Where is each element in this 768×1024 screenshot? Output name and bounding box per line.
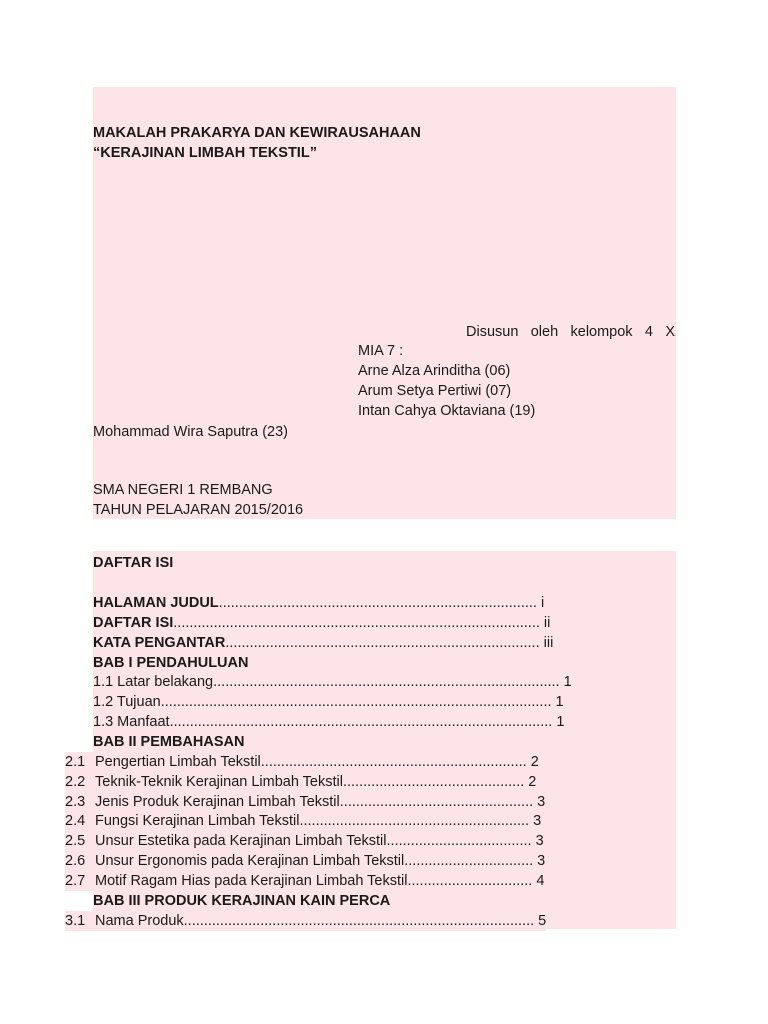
toc-entry: [65, 772, 536, 792]
toc-entry-leader: ................................: [404, 853, 534, 869]
toc-entry-page: 2: [526, 754, 539, 770]
toc-entry: [65, 752, 539, 772]
toc-entry-label: Jenis Produk Kerajinan Limbah Tekstil: [95, 794, 340, 810]
toc-entry-page: 1: [551, 694, 564, 710]
toc-entry-label: BAB II PEMBAHASAN: [93, 734, 245, 750]
toc-entry-leader: .............................................: [342, 774, 525, 790]
toc-heading: DAFTAR ISI: [93, 555, 174, 571]
toc-entry-label: BAB I PENDAHULUAN: [93, 655, 249, 671]
toc-entry: [93, 593, 544, 613]
toc-entry-leader: ..............................................................................: [225, 635, 540, 651]
cover-year: TAHUN PELAJARAN 2015/2016: [93, 502, 304, 518]
toc-entry-label: Teknik-Teknik Kerajinan Limbah Tekstil: [95, 774, 343, 790]
toc-entry: [93, 692, 564, 712]
toc-entry-number: 2.4: [65, 813, 86, 829]
toc-entry-label: Motif Ragam Hias pada Kerajinan Limbah Tekstil: [95, 873, 408, 889]
toc-entry-number: 2.1: [65, 754, 86, 770]
toc-entry-page: i: [536, 595, 545, 611]
toc-entry-leader: .........................................................: [299, 813, 530, 829]
toc-entry-page: 1: [559, 674, 572, 690]
toc-entry: [65, 792, 545, 812]
cover-by-word: Disusun: [466, 324, 519, 340]
cover-author-line: [466, 322, 675, 342]
toc-entry-page: 2: [524, 774, 537, 790]
cover-title-line2: “KERAJINAN LIMBAH TEKSTIL”: [93, 145, 317, 161]
toc-entry-page: 3: [529, 813, 542, 829]
toc-entry-page: ii: [539, 615, 551, 631]
toc-entry-leader: ...............................................................................................: [169, 714, 553, 730]
toc-entry: [93, 672, 572, 692]
toc-entry-leader: ...............................................................................: [218, 595, 537, 611]
toc-entry-page: 4: [532, 873, 545, 889]
toc-entry-number: 2.6: [65, 853, 86, 869]
toc-entry-page: 3: [533, 853, 546, 869]
cover-by-word: X: [665, 324, 675, 340]
cover-member-last: Mohammad Wira Saputra (23): [93, 424, 289, 440]
toc-entry: [93, 712, 564, 732]
toc-entry: [65, 871, 544, 891]
toc-entry-page: iii: [539, 635, 554, 651]
toc-entry-page: 5: [534, 913, 547, 929]
toc-entry-label: Unsur Ergonomis pada Kerajinan Limbah Tekstil: [95, 853, 405, 869]
toc-entry-label: Fungsi Kerajinan Limbah Tekstil: [95, 813, 300, 829]
toc-entry-label: DAFTAR ISI: [93, 615, 174, 631]
cover-by-word: oleh: [530, 324, 559, 340]
cover-class: MIA 7 :: [358, 343, 404, 359]
toc-entry: [93, 732, 244, 752]
toc-entry-number: 2.7: [65, 873, 86, 889]
toc-entry-leader: ...............................: [407, 873, 533, 889]
toc-entry-leader: ...........................................................................................: [173, 615, 540, 631]
toc-entry-label: HALAMAN JUDUL: [93, 595, 219, 611]
toc-entry-label: 1.3 Manfaat: [93, 714, 170, 730]
toc-entry-number: 2.3: [65, 794, 86, 810]
toc-entry-label: Nama Produk: [95, 913, 184, 929]
toc-entry-leader: ......................................................................................: [213, 674, 560, 690]
cover-title-line1: MAKALAH PRAKARYA DAN KEWIRAUSAHAAN: [93, 125, 421, 141]
toc-entry: [65, 911, 546, 931]
toc-entry-label: BAB III PRODUK KERAJINAN KAIN PERCA: [93, 893, 391, 909]
cover-member: Arum Setya Pertiwi (07): [358, 383, 512, 399]
cover-school: SMA NEGERI 1 REMBANG: [93, 482, 273, 498]
cover-by-word: 4: [644, 324, 653, 340]
toc-entry: [93, 891, 390, 911]
toc-entry: [65, 831, 544, 851]
toc-entry: [65, 851, 545, 871]
toc-entry-leader: ....................................: [386, 833, 532, 849]
toc-entry-number: 3.1: [65, 913, 86, 929]
toc-entry-number: 2.2: [65, 774, 86, 790]
toc-entry-label: Unsur Estetika pada Kerajinan Limbah Tekstil: [95, 833, 387, 849]
toc-entry: [65, 811, 541, 831]
toc-entry: [93, 613, 550, 633]
toc-entry: [93, 633, 553, 653]
toc-entry-page: 3: [533, 794, 546, 810]
toc-entry-leader: .................................................................................................: [160, 694, 552, 710]
toc-entry-label: 1.2 Tujuan: [93, 694, 161, 710]
toc-entry-page: 1: [552, 714, 565, 730]
toc-entry-label: KATA PENGANTAR: [93, 635, 226, 651]
toc-entry-label: 1.1 Latar belakang: [93, 674, 214, 690]
toc-entry-label: Pengertian Limbah Tekstil: [95, 754, 261, 770]
toc-entry-leader: ..................................................................: [260, 754, 527, 770]
cover-by-word: kelompok: [570, 324, 633, 340]
toc-entry-leader: .......................................................................................: [183, 913, 535, 929]
cover-member: Arne Alza Arinditha (06): [358, 363, 511, 379]
toc-entry-leader: ................................................: [339, 794, 534, 810]
cover-member: Intan Cahya Oktaviana (19): [358, 403, 536, 419]
toc-entry: [93, 653, 248, 673]
toc-entry-number: 2.5: [65, 833, 86, 849]
toc-entry-page: 3: [531, 833, 544, 849]
